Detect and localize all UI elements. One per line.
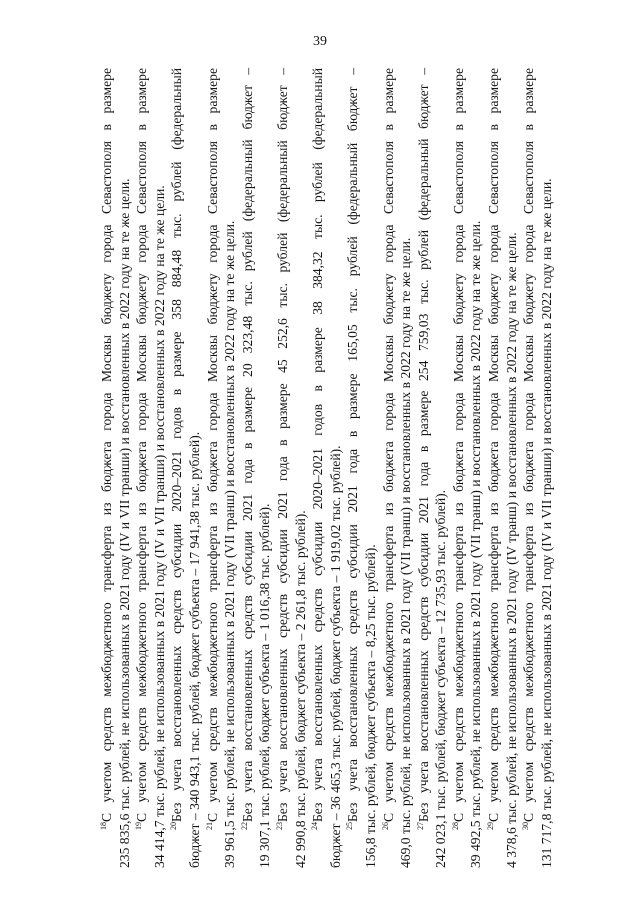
footnote-text: 235 835,6 тыс. рублей, не использованных в 2021 году (IV и VII транши) и восстановленных в 2022 году на те же цели. bbox=[116, 178, 132, 868]
footnote-continuation-line bbox=[292, 68, 310, 868]
footnote-continuation-line bbox=[151, 68, 169, 868]
footnote-text: 19 307,1 тыс. рублей, бюджет субъекта – 1 016,38 тыс. рублей). bbox=[257, 503, 273, 868]
footnote-first-line bbox=[133, 68, 151, 868]
footnote-number: 26 bbox=[380, 822, 390, 830]
footnote bbox=[168, 68, 203, 868]
footnote-number: 28 bbox=[450, 822, 460, 830]
footnote-text: С учетом средств межбюджетного трансферта из бюджета города Москвы бюджету города Севастополя в размере bbox=[521, 68, 537, 822]
footnote-number: 23 bbox=[274, 822, 284, 830]
footnote-text: 39 492,5 тыс. рублей, не использованных в 2021 году (VII транш) и восстановленных в 2022 году на те же цели. bbox=[468, 220, 484, 868]
footnote-text: 34 414,7 тыс. рублей, не использованных в 2021 году (IV и VII транши) и восстановленных в 2022 году на те же цели. bbox=[151, 185, 167, 868]
footnote-first-line bbox=[239, 68, 257, 868]
footnote-continuation-line bbox=[256, 68, 274, 868]
footnote-text: 469,0 тыс. рублей, не использованных в 2021 году (VII транш) и восстановленных в 2022 году на те же цели. bbox=[398, 237, 414, 868]
footnote-first-line bbox=[415, 68, 433, 868]
footnote-first-line bbox=[274, 68, 292, 868]
footnote-text: 156,8 тыс. рублей, бюджет субъекта – 8,25 тыс. рублей). bbox=[362, 544, 378, 868]
footnote-continuation-line bbox=[432, 68, 450, 868]
footnote-continuation-line bbox=[221, 68, 239, 868]
footnote-text: Без учета восстановленных средств субсидии 2020–2021 годов в размере 358 884,48 тыс. рублей (федеральный bbox=[169, 68, 185, 822]
footnote-text: Без учета восстановленных средств субсидии 2020–2021 годов в размере 38 384,32 тыс. рублей (федеральный bbox=[310, 68, 326, 822]
footnote bbox=[450, 68, 485, 868]
footnote bbox=[344, 68, 379, 868]
footnote-first-line bbox=[309, 68, 327, 868]
footnote-first-line bbox=[98, 68, 116, 868]
footnote-number: 18 bbox=[99, 822, 108, 830]
footnote-text: 39 961,5 тыс. рублей, не использованных в 2021 году (VII транш) и восстановленных в 2022 году на те же цели. bbox=[222, 220, 238, 868]
footnote-text: бюджет – 36 465,3 тыс. рублей, бюджет субъекта – 1 919,02 тыс. рублей). bbox=[327, 445, 343, 868]
footnote-first-line bbox=[344, 68, 362, 868]
footnote-number: 30 bbox=[521, 822, 531, 830]
footnote-text: 131 717,8 тыс. рублей, не использованных в 2021 году (IV и VII транши) и восстановленных в 2022 году на те же цели. bbox=[538, 178, 554, 868]
footnote-number: 25 bbox=[345, 822, 355, 830]
footnote-number: 29 bbox=[486, 822, 496, 830]
footnote bbox=[380, 68, 415, 868]
footnote-text: 4 378,6 тыс. рублей, не использованных в 2021 году (IV транш) и восстановленных в 2022 году на те же цели. bbox=[503, 232, 519, 868]
footnote bbox=[415, 68, 450, 868]
footnote-text: Без учета восстановленных средств субсидии 2021 года в размере 165,05 тыс. рублей (федеральный бюджет – bbox=[345, 68, 361, 822]
footnote-number: 20 bbox=[169, 822, 179, 830]
footnote-text: С учетом средств межбюджетного трансферта из бюджета города Москвы бюджету города Севастополя в размере bbox=[486, 68, 502, 822]
footnote-text: С учетом средств межбюджетного трансферта из бюджета города Москвы бюджету города Севастополя в размере bbox=[380, 68, 396, 822]
footnote-text: 42 990,8 тыс. рублей, бюджет субъекта – 2 261,8 тыс. рублей). bbox=[292, 510, 308, 868]
footnote-number: 24 bbox=[310, 822, 320, 830]
footnote-first-line bbox=[168, 68, 186, 868]
page-number: 39 bbox=[313, 34, 327, 49]
footnote bbox=[133, 68, 168, 868]
footnote-text: С учетом средств межбюджетного трансферта из бюджета города Москвы бюджету города Севастополя в размере bbox=[450, 68, 466, 822]
footnote-first-line bbox=[485, 68, 503, 868]
footnote-continuation-line bbox=[467, 68, 485, 868]
footnote-number: 27 bbox=[415, 822, 425, 830]
footnote bbox=[239, 68, 274, 868]
footnote-number: 19 bbox=[134, 822, 144, 830]
footnote bbox=[98, 68, 133, 868]
footnote-first-line bbox=[450, 68, 468, 868]
footnote bbox=[309, 68, 344, 868]
footnote-number: 21 bbox=[204, 822, 214, 830]
footnote-text: С учетом средств межбюджетного трансферта из бюджета города Москвы бюджету города Севастополя в размере bbox=[99, 68, 114, 822]
footnote-continuation-line bbox=[362, 68, 380, 868]
footnote bbox=[204, 68, 239, 868]
footnote-continuation-line bbox=[503, 68, 521, 868]
footnote-text: Без учета восстановленных средств субсидии 2021 года в размере 20 323,48 тыс. рублей (федеральный бюджет – bbox=[239, 68, 255, 822]
footnote bbox=[485, 68, 520, 868]
footnote bbox=[520, 68, 555, 868]
footnote bbox=[274, 68, 309, 868]
footnote-continuation-line bbox=[397, 68, 415, 868]
footnote-text: Без учета восстановленных средств субсидии 2021 года в размере 45 252,6 тыс. рублей (федеральный бюджет – bbox=[274, 68, 290, 822]
footnotes-block bbox=[98, 68, 555, 868]
footnote-first-line bbox=[520, 68, 538, 868]
footnote-continuation-line bbox=[538, 68, 556, 868]
footnote-continuation-line bbox=[116, 68, 134, 868]
footnote-text: бюджет – 340 943,1 тыс. рублей, бюджет субъекта – 17 941,38 тыс. рублей). bbox=[186, 431, 202, 868]
footnote-text: С учетом средств межбюджетного трансферта из бюджета города Москвы бюджету города Севастополя в размере bbox=[204, 68, 220, 822]
footnote-first-line bbox=[380, 68, 398, 868]
footnote-continuation-line bbox=[186, 68, 204, 868]
footnote-continuation-line bbox=[327, 68, 345, 868]
footnote-text: Без учета восстановленных средств субсидии 2021 года в размере 254 759,03 тыс. рублей (федеральный бюджет – bbox=[415, 68, 431, 822]
footnote-number: 22 bbox=[239, 822, 249, 830]
footnote-text: С учетом средств межбюджетного трансферта из бюджета города Москвы бюджету города Севастополя в размере bbox=[134, 68, 150, 822]
footnote-text: 242 023,1 тыс. рублей, бюджет субъекта – 12 735,93 тыс. рублей). bbox=[433, 489, 449, 868]
footnote-first-line bbox=[204, 68, 222, 868]
